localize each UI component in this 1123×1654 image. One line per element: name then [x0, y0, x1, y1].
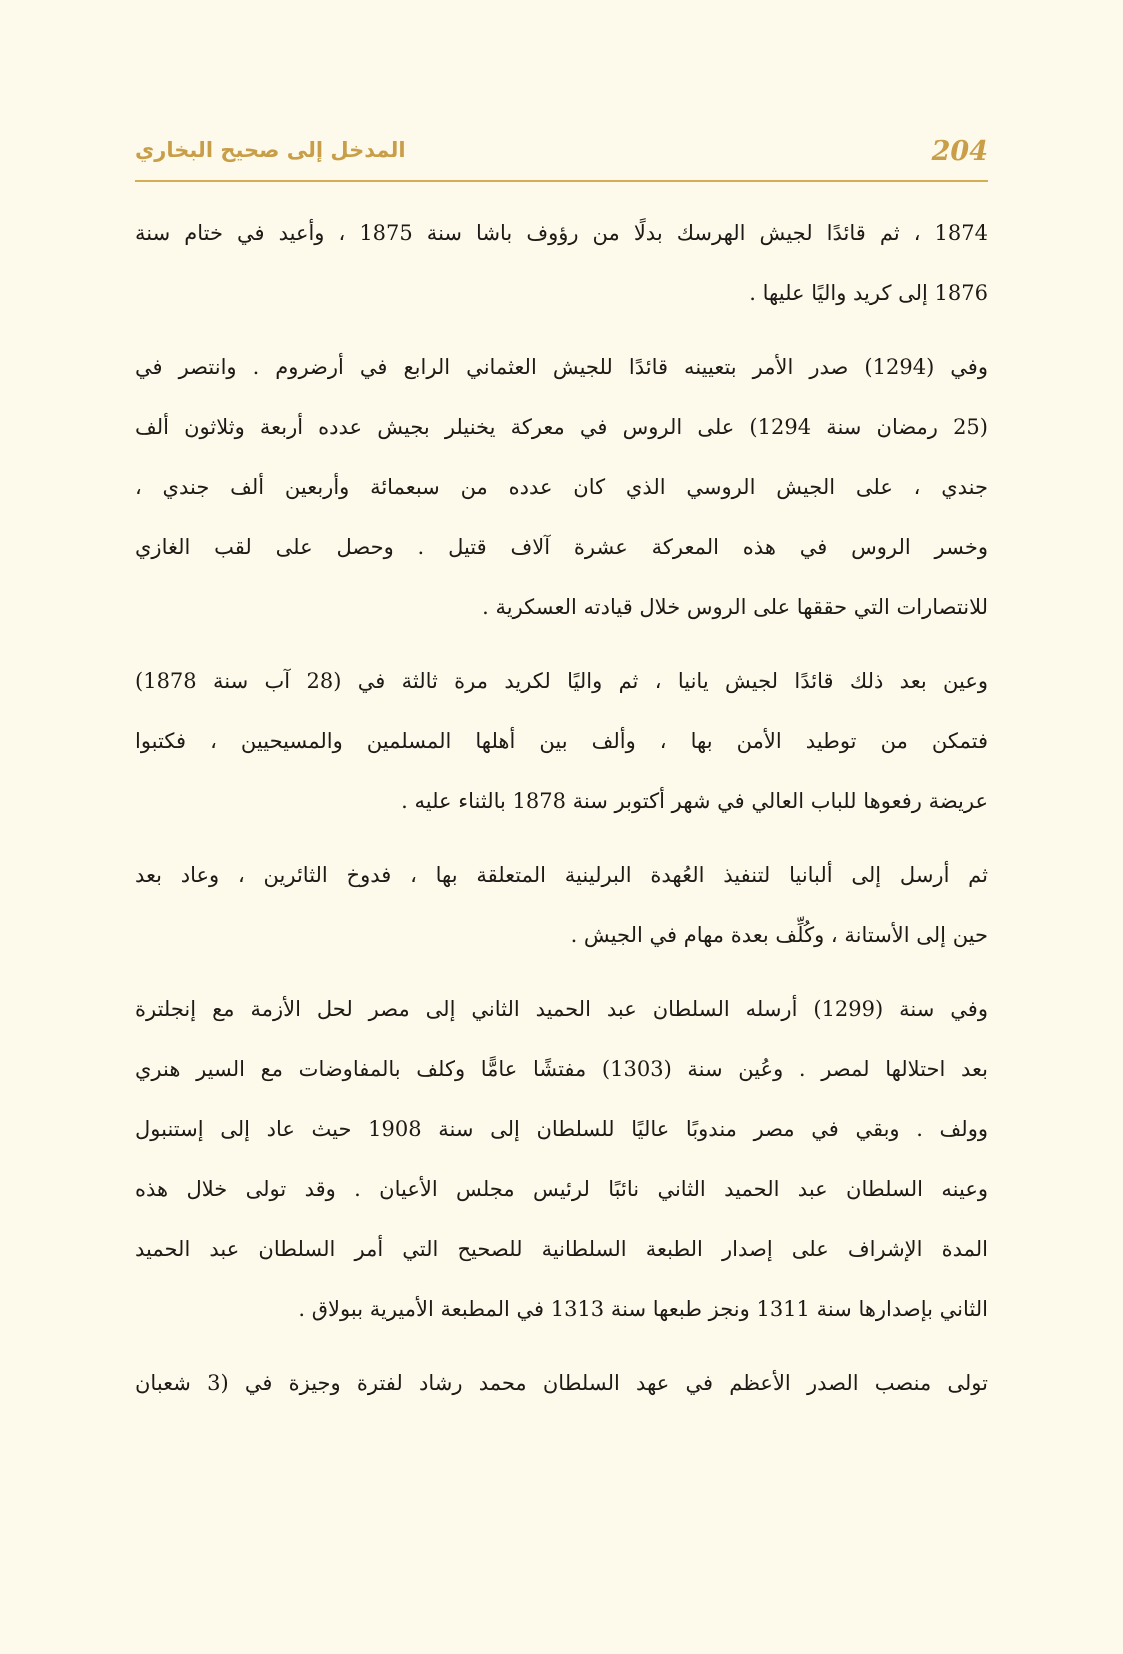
text-line: للانتصارات التي حققها على الروس خلال قيادته العسكرية . [482, 595, 988, 619]
paragraph [135, 337, 988, 637]
paragraph [135, 845, 988, 965]
text-line: وفي سنة (1299) أرسله السلطان عبد الحميد الثاني إلى مصر لحل الأزمة مع إنجلترة [135, 997, 988, 1021]
text-line: وعينه السلطان عبد الحميد الثاني نائبًا لرئيس مجلس الأعيان . وقد تولى خلال هذه [135, 1177, 988, 1201]
text-line: ثم أرسل إلى ألبانيا لتنفيذ العُهدة البرلينية المتعلقة بها ، فدوخ الثائرين ، وعاد بعد [135, 863, 988, 887]
text-line: وولف . وبقي في مصر مندوبًا عاليًا للسلطان إلى سنة 1908 حيث عاد إلى إستنبول [135, 1117, 988, 1141]
text-line: (25 رمضان سنة 1294) على الروس في معركة يخنيلر بجيش عدده أربعة وثلاثون ألف [135, 415, 988, 439]
text-line: وخسر الروس في هذه المعركة عشرة آلاف قتيل . وحصل على لقب الغازي [135, 535, 988, 559]
text-line: المدة الإشراف على إصدار الطبعة السلطانية للصحيح التي أمر السلطان عبد الحميد [135, 1237, 988, 1261]
text-line: بعد احتلالها لمصر . وعُين سنة (1303) مفتشًا عامًّا وكلف بالمفاوضات مع السير هنري [135, 1057, 988, 1081]
text-line: 1876 إلى كريد واليًا عليها . [749, 281, 988, 305]
running-title: المدخل إلى صحيح البخاري [135, 138, 406, 162]
text-line: وعين بعد ذلك قائدًا لجيش يانيا ، ثم واليًا لكريد مرة ثالثة في (28 آب سنة 1878) [135, 669, 988, 693]
text-line: 1874 ، ثم قائدًا لجيش الهرسك بدلًا من رؤوف باشا سنة 1875 ، وأعيد في ختام سنة [135, 221, 988, 245]
text-line: وفي (1294) صدر الأمر بتعيينه قائدًا للجيش العثماني الرابع في أرضروم . وانتصر في [135, 355, 988, 379]
text-line: الثاني بإصدارها سنة 1311 ونجز طبعها سنة 1313 في المطبعة الأميرية ببولاق . [298, 1297, 988, 1321]
body-text [135, 203, 988, 1427]
paragraph [135, 203, 988, 323]
paragraph [135, 979, 988, 1339]
paragraph [135, 1353, 988, 1413]
text-line: عريضة رفعوها للباب العالي في شهر أكتوبر سنة 1878 بالثناء عليه . [401, 789, 988, 813]
text-line: جندي ، على الجيش الروسي الذي كان عدده من سبعمائة وأربعين ألف جندي ، [135, 475, 988, 499]
paragraph [135, 651, 988, 831]
text-line: فتمكن من توطيد الأمن بها ، وألف بين أهلها المسلمين والمسيحيين ، فكتبوا [135, 729, 988, 753]
text-line: تولى منصب الصدر الأعظم في عهد السلطان محمد رشاد لفترة وجيزة في (3 شعبان [135, 1371, 988, 1395]
text-line: حين إلى الأستانة ، وكُلِّف بعدة مهام في الجيش . [570, 923, 988, 947]
page-number: 204 [931, 136, 988, 167]
page-header [135, 136, 988, 182]
